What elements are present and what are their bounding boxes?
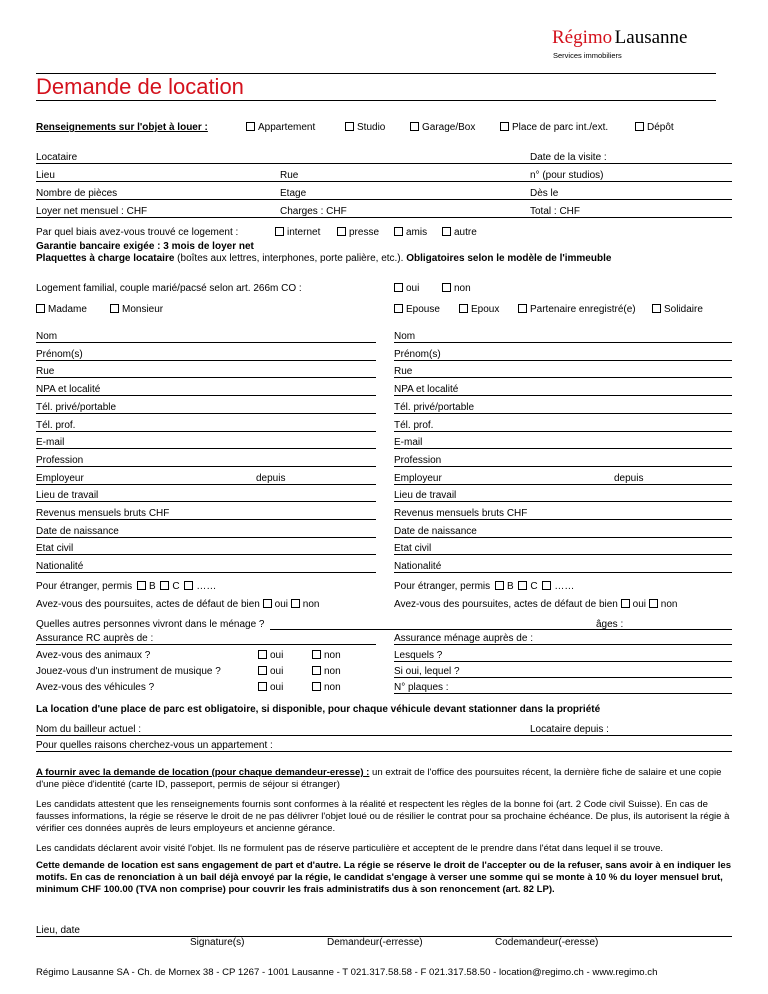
coapplicant-field-label: Rue	[394, 366, 413, 377]
applicant-field-label: Revenus mensuels bruts CHF	[36, 508, 170, 519]
persons-label: Quelles autres personnes vivront dans le ménage ?	[36, 619, 265, 630]
family-no[interactable]: non	[442, 283, 471, 294]
coapplicant-field-label: Nationalité	[394, 561, 442, 572]
ages-label: âges :	[596, 619, 624, 630]
poursuites-left: Avez-vous des poursuites, actes de défaut de bien oui non	[36, 599, 320, 610]
lesquels-label: Lesquels ?	[394, 650, 443, 661]
locataire-field[interactable]	[36, 163, 732, 164]
applicant-field-line[interactable]	[36, 448, 376, 449]
coapplicant-field-label: Prénom(s)	[394, 349, 441, 360]
applicant-field-label: E-mail	[36, 437, 65, 448]
coapplicant-field-label: Tél. prof.	[394, 420, 434, 431]
applicant-field-label: Prénom(s)	[36, 349, 83, 360]
checkbox[interactable]	[184, 581, 193, 590]
guarantee-line: Garantie bancaire exigée : 3 mois de loyer net	[36, 241, 254, 252]
brand-subtitle: Services immobiliers	[553, 51, 622, 60]
checkbox[interactable]	[542, 581, 551, 590]
loyer-label: Loyer net mensuel : CHF	[36, 206, 148, 217]
applicant-field-label: Nom	[36, 331, 58, 342]
checkbox[interactable]	[518, 304, 527, 313]
applicant-field-line[interactable]	[36, 431, 376, 432]
coapplicant-field-line[interactable]	[394, 431, 732, 432]
checkbox[interactable]	[500, 122, 509, 131]
title-rule-bottom	[36, 100, 716, 101]
title-monsieur[interactable]: Monsieur	[110, 304, 163, 315]
coapplicant-field-label: Revenus mensuels bruts CHF	[394, 508, 528, 519]
source-internet[interactable]: internet	[275, 227, 320, 238]
applicant-field-line[interactable]	[36, 572, 376, 573]
raisons-field[interactable]	[36, 751, 732, 752]
checkbox[interactable]	[635, 122, 644, 131]
musique-yes[interactable]: oui	[258, 666, 283, 677]
coapplicant-field-label: Etat civil	[394, 543, 432, 554]
rc-field[interactable]	[36, 644, 376, 645]
bailleur-field[interactable]	[36, 735, 732, 736]
coapplicant-field-line[interactable]	[394, 448, 732, 449]
checkbox[interactable]	[652, 304, 661, 313]
coapplicant-field-label: Lieu de travail	[394, 490, 457, 501]
applicant-field-line[interactable]	[36, 395, 376, 396]
musique-no[interactable]: non	[312, 666, 341, 677]
coapplicant-field-label: E-mail	[394, 437, 423, 448]
checkbox[interactable]	[495, 581, 504, 590]
applicant-field-line[interactable]	[36, 360, 376, 361]
checkbox[interactable]	[258, 682, 267, 691]
source-amis[interactable]: amis	[394, 227, 427, 238]
checkbox[interactable]	[345, 122, 354, 131]
signature-label: Signature(s)	[190, 937, 245, 948]
persons-field[interactable]	[270, 629, 732, 630]
applicant-field-label: Tél. privé/portable	[36, 402, 117, 413]
vehicules-label: Avez-vous des véhicules ?	[36, 682, 155, 693]
footer: Régimo Lausanne SA - Ch. de Mornex 38 - CP 1267 - 1001 Lausanne - T 021.317.58.58 - F 021.317.58.50 - location@regimo.ch - www.regimo.ch	[36, 967, 658, 978]
checkbox[interactable]	[649, 599, 658, 608]
locataire-depuis-label: Locataire depuis :	[530, 724, 609, 735]
checkbox[interactable]	[246, 122, 255, 131]
pieces-field[interactable]	[36, 199, 732, 200]
rue-label: Rue	[280, 170, 299, 181]
checkbox[interactable]	[258, 666, 267, 675]
applicant-depuis-label: depuis	[256, 473, 286, 484]
checkbox[interactable]	[394, 304, 403, 313]
animaux-label: Avez-vous des animaux ?	[36, 650, 151, 661]
object-option-parking[interactable]: Place de parc int./ext.	[500, 122, 608, 133]
checkbox[interactable]	[160, 581, 169, 590]
source-question: Par quel biais avez-vous trouvé ce logement :	[36, 227, 239, 238]
coapplicant-field-line[interactable]	[394, 342, 732, 343]
source-autre[interactable]: autre	[442, 227, 477, 238]
coapplicant-field-line[interactable]	[394, 501, 732, 502]
checkbox[interactable]	[263, 599, 272, 608]
checkbox[interactable]	[110, 304, 119, 313]
brand-logo	[552, 27, 687, 49]
coapplicant-depuis-label: depuis	[614, 473, 644, 484]
checkbox[interactable]	[621, 599, 630, 608]
checkbox[interactable]	[137, 581, 146, 590]
coapplicant-field-label: Nom	[394, 331, 416, 342]
applicant-field-line[interactable]	[36, 466, 376, 467]
animaux-yes[interactable]: oui	[258, 650, 283, 661]
coapplicant-field-line[interactable]	[394, 519, 732, 520]
applicant-field-line[interactable]	[36, 342, 376, 343]
date-visite-label: Date de la visite :	[530, 152, 607, 163]
coapplicant-field-line[interactable]	[394, 484, 732, 485]
coapplicant-field-label: Employeur	[394, 473, 442, 484]
applicant-field-label: Profession	[36, 455, 84, 466]
coapplicant-field-label: NPA et localité	[394, 384, 459, 395]
etage-label: Etage	[280, 188, 307, 199]
charges-label: Charges : CHF	[280, 206, 347, 217]
checkbox[interactable]	[312, 666, 321, 675]
applicant-field-line[interactable]	[36, 377, 376, 378]
menage-label: Assurance ménage auprès de :	[394, 633, 533, 644]
brand-name-black: Lausanne	[614, 27, 688, 48]
vehicules-no[interactable]: non	[312, 682, 341, 693]
plaques-label: N° plaques :	[394, 682, 449, 693]
applicant-field-line[interactable]	[36, 537, 376, 538]
checkbox[interactable]	[337, 227, 346, 236]
checkbox[interactable]	[36, 304, 45, 313]
applicant-field-label: Rue	[36, 366, 55, 377]
pieces-label: Nombre de pièces	[36, 188, 118, 199]
title-epoux[interactable]: Epoux	[459, 304, 499, 315]
checkbox[interactable]	[275, 227, 284, 236]
checkbox[interactable]	[394, 283, 403, 292]
applicant-field-label: Employeur	[36, 473, 84, 484]
checkbox[interactable]	[312, 682, 321, 691]
applicant-field-line[interactable]	[36, 554, 376, 555]
plaques-field[interactable]	[394, 693, 732, 694]
family-question: Logement familial, couple marié/pacsé selon art. 266m CO :	[36, 283, 302, 294]
checkbox[interactable]	[442, 283, 451, 292]
declaration-paragraph: Les candidats attestent que les renseignements fournis sont conformes à la réalité et respectent les règles de la bonne foi (art. 2 Code civil Suisse). En cas de fausses informations, la régie se réserve le droit de ne pas délivrer l'objet loué ou de résilier le contrat pour sa prochaine échéance. De plus, ils autorisent la régie à vérifier ces données auprès de leurs employeurs et ancienne gérance.	[36, 799, 730, 834]
object-option-depot[interactable]: Dépôt	[635, 122, 674, 133]
applicant-field-line[interactable]	[36, 413, 376, 414]
lequel-label: Si oui, lequel ?	[394, 666, 460, 677]
total-label: Total : CHF	[530, 206, 581, 217]
lieu-field[interactable]	[36, 181, 732, 182]
lieu-date-label: Lieu, date	[36, 925, 80, 936]
locataire-label: Locataire	[36, 152, 78, 163]
brand-name-red: Régimo	[552, 27, 613, 48]
coapplicant-field-line[interactable]	[394, 377, 732, 378]
title-madame[interactable]: Madame	[36, 304, 87, 315]
vehicules-yes[interactable]: oui	[258, 682, 283, 693]
visit-paragraph: Les candidats déclarent avoir visité l'objet. Ils ne formulent pas de réserve particulière et acceptent de le prendre dans l'état dans lequel il se trouve.	[36, 843, 664, 854]
checkbox[interactable]	[410, 122, 419, 131]
coapplicant-field-line[interactable]	[394, 395, 732, 396]
coapplicant-field-label: Profession	[394, 455, 442, 466]
applicant-field-label: Nationalité	[36, 561, 84, 572]
source-presse[interactable]: presse	[337, 227, 379, 238]
title-solidaire[interactable]: Solidaire	[652, 304, 703, 315]
raisons-label: Pour quelles raisons cherchez-vous un appartement :	[36, 740, 273, 751]
family-yes[interactable]: oui	[394, 283, 419, 294]
object-label: Renseignements sur l'objet à louer :	[36, 122, 208, 133]
applicant-field-label: Lieu de travail	[36, 490, 99, 501]
demandeur-label: Demandeur(-erresse)	[327, 937, 423, 948]
page-title: Demande de location	[36, 74, 244, 99]
poursuites-right: Avez-vous des poursuites, actes de défaut de bien oui non	[394, 599, 678, 610]
applicant-field-line[interactable]	[36, 484, 376, 485]
bailleur-label: Nom du bailleur actuel :	[36, 724, 142, 735]
applicant-field-label: NPA et localité	[36, 384, 101, 395]
n-studios-label: n° (pour studios)	[530, 170, 604, 181]
title-epouse[interactable]: Epouse	[394, 304, 440, 315]
lesquels-field[interactable]	[394, 661, 732, 662]
permis-left: Pour étranger, permis B C ……	[36, 581, 217, 592]
coapplicant-field-line[interactable]	[394, 413, 732, 414]
object-option-garage[interactable]: Garage/Box	[410, 122, 475, 133]
coapplicant-field-line[interactable]	[394, 554, 732, 555]
applicant-field-line[interactable]	[36, 501, 376, 502]
checkbox[interactable]	[258, 650, 267, 659]
applicant-field-label: Etat civil	[36, 543, 74, 554]
object-option-studio[interactable]: Studio	[345, 122, 385, 133]
applicant-field-line[interactable]	[36, 519, 376, 520]
des-le-label: Dès le	[530, 188, 559, 199]
checkbox[interactable]	[518, 581, 527, 590]
applicant-field-label: Date de naissance	[36, 526, 119, 537]
checkbox[interactable]	[312, 650, 321, 659]
checkbox[interactable]	[394, 227, 403, 236]
codemandeur-label: Codemandeur(-eresse)	[495, 937, 599, 948]
permis-right: Pour étranger, permis B C ……	[394, 581, 575, 592]
loyer-field[interactable]	[36, 217, 732, 218]
object-option-appartement[interactable]: Appartement	[246, 122, 315, 133]
coapplicant-field-line[interactable]	[394, 466, 732, 467]
checkbox[interactable]	[291, 599, 300, 608]
lieu-label: Lieu	[36, 170, 55, 181]
coapplicant-field-label: Tél. privé/portable	[394, 402, 475, 413]
coapplicant-field-line[interactable]	[394, 537, 732, 538]
applicant-field-label: Tél. prof.	[36, 420, 76, 431]
coapplicant-field-line[interactable]	[394, 572, 732, 573]
docs-paragraph: A fournir avec la demande de location (pour chaque demandeur-eresse) : un extrait de l'office des poursuites récent, la dernière fiche de salaire et une copie d'une pièce d'identité (carte ID, passeport, permis de séjour si étranger)	[36, 767, 722, 790]
checkbox[interactable]	[459, 304, 468, 313]
coapplicant-field-label: Date de naissance	[394, 526, 477, 537]
musique-label: Jouez-vous d'un instrument de musique ?	[36, 666, 221, 677]
animaux-no[interactable]: non	[312, 650, 341, 661]
lequel-field[interactable]	[394, 677, 732, 678]
plaquettes-line: Plaquettes à charge locataire (boîtes aux lettres, interphones, porte palière, etc.). Obligatoires selon le modèle de l'immeuble	[36, 253, 612, 264]
checkbox[interactable]	[442, 227, 451, 236]
rc-label: Assurance RC auprès de :	[36, 633, 154, 644]
coapplicant-field-line[interactable]	[394, 360, 732, 361]
parking-note: La location d'une place de parc est obligatoire, si disponible, pour chaque véhicule devant stationner dans la propriété	[36, 704, 601, 715]
title-partenaire[interactable]: Partenaire enregistré(e)	[518, 304, 636, 315]
terms-paragraph: Cette demande de location est sans engagement de part et d'autre. La régie se réserve le droit de l'accepter ou de la refuser, sans avoir à en indiquer les motifs. En cas de renonciation à un bail déjà envoyé par la régie, le candidat s'engage à verser une somme qui se monte à 10 % du loyer mensuel brut, minimum CHF 100.00 (TVA non comprise) pour couvrir les frais administratifs dus à son renoncement (art. 82 LP).	[36, 860, 732, 895]
menage-field[interactable]	[394, 644, 732, 645]
